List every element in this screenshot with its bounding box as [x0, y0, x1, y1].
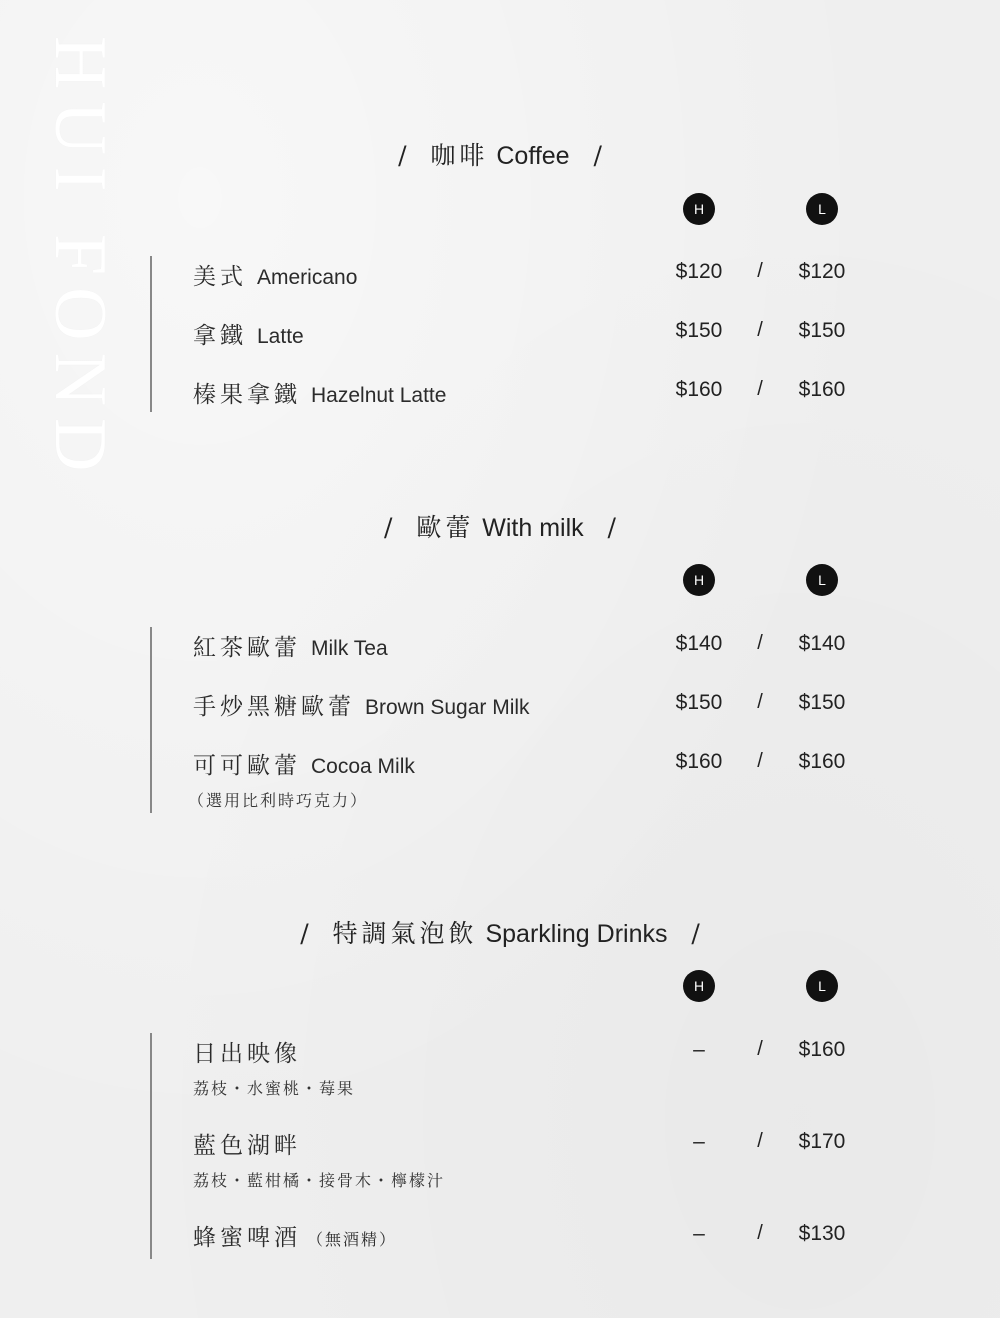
- item-name-zh: 蜂蜜啤酒: [193, 1225, 301, 1251]
- title-slash-left: /: [300, 919, 309, 948]
- title-slash-left: /: [398, 141, 407, 170]
- item-name-zh: 榛果拿鐵: [193, 382, 301, 408]
- iced-badge-icon: L: [806, 564, 838, 596]
- iced-badge-icon: L: [806, 193, 838, 225]
- section-title-en: Coffee: [496, 142, 570, 170]
- item-name-zh: 可可歐蕾: [193, 753, 301, 779]
- price-hot: $160: [675, 378, 723, 401]
- section-title-zh: 歐蕾: [416, 513, 475, 542]
- price-iced: $160: [798, 1038, 846, 1061]
- price-hot: –: [693, 1222, 705, 1245]
- price-separator: /: [757, 1130, 763, 1152]
- item-description: 荔枝・藍柑橘・接骨木・檸檬汁: [193, 1171, 446, 1190]
- menu-item-americano: [193, 258, 357, 291]
- price-hot: –: [693, 1130, 705, 1153]
- title-slash-right: /: [607, 513, 616, 542]
- price-iced: $150: [798, 691, 846, 714]
- title-slash-left: /: [384, 513, 393, 542]
- price-hot: $140: [675, 632, 723, 655]
- section-title-sparkling-drinks: [0, 914, 1000, 950]
- item-name-zh: 美式: [193, 264, 247, 290]
- menu-item-latte: [193, 317, 304, 350]
- item-description: （選用比利時巧克力）: [188, 791, 369, 810]
- price-hot: $150: [675, 319, 723, 342]
- section-title-with-milk: [0, 508, 1000, 544]
- price-separator: /: [757, 1038, 763, 1060]
- section-divider-line: [150, 256, 152, 412]
- price-separator: /: [757, 378, 763, 400]
- menu-item-hazelnut-latte: [193, 376, 446, 409]
- price-separator: /: [757, 691, 763, 713]
- item-name-en: Latte: [257, 325, 304, 348]
- item-description: 荔枝・水蜜桃・莓果: [193, 1079, 356, 1098]
- price-hot: $160: [675, 750, 723, 773]
- item-name-zh: 拿鐵: [193, 323, 247, 349]
- price-separator: /: [757, 632, 763, 654]
- section-title-en: With milk: [482, 514, 584, 542]
- menu-item-sunrise-image: [193, 1035, 301, 1068]
- price-separator: /: [757, 260, 763, 282]
- price-iced: $140: [798, 632, 846, 655]
- price-iced: $160: [798, 750, 846, 773]
- section-title-coffee: [0, 136, 1000, 172]
- item-name-en: Hazelnut Latte: [311, 384, 447, 407]
- menu-item-blue-lakeside: [193, 1127, 301, 1160]
- item-name-en: Cocoa Milk: [311, 755, 415, 778]
- hot-badge-icon: H: [683, 193, 715, 225]
- price-separator: /: [757, 750, 763, 772]
- price-hot: $120: [675, 260, 723, 283]
- hot-badge-icon: H: [683, 564, 715, 596]
- price-separator: /: [757, 319, 763, 341]
- item-name-zh: 手炒黑糖歐蕾: [193, 694, 355, 720]
- item-name-en: Brown Sugar Milk: [365, 696, 530, 719]
- section-title-zh: 咖啡: [430, 141, 489, 170]
- section-divider-line: [150, 1033, 152, 1259]
- title-slash-right: /: [593, 141, 602, 170]
- item-note: （無酒精）: [307, 1230, 398, 1249]
- hot-badge-icon: H: [683, 970, 715, 1002]
- title-slash-right: /: [691, 919, 700, 948]
- brand-logo: HUI FOND: [39, 36, 121, 484]
- price-iced: $170: [798, 1130, 846, 1153]
- iced-badge-icon: L: [806, 970, 838, 1002]
- section-divider-line: [150, 627, 152, 813]
- item-name-zh: 日出映像: [193, 1041, 301, 1067]
- menu-item-honey-beer: [193, 1219, 397, 1252]
- item-name-zh: 藍色湖畔: [193, 1133, 301, 1159]
- price-iced: $150: [798, 319, 846, 342]
- item-name-zh: 紅茶歐蕾: [193, 635, 301, 661]
- item-name-en: Milk Tea: [311, 637, 388, 660]
- menu-item-cocoa-milk: [193, 747, 415, 780]
- price-iced: $120: [798, 260, 846, 283]
- price-iced: $160: [798, 378, 846, 401]
- section-title-zh: 特調氣泡飲: [332, 919, 478, 948]
- menu-item-brown-sugar-milk: [193, 688, 530, 721]
- price-hot: –: [693, 1038, 705, 1061]
- price-iced: $130: [798, 1222, 846, 1245]
- menu-item-milk-tea: [193, 629, 388, 662]
- price-separator: /: [757, 1222, 763, 1244]
- item-name-en: Americano: [257, 266, 358, 289]
- section-title-en: Sparkling Drinks: [485, 920, 668, 948]
- price-hot: $150: [675, 691, 723, 714]
